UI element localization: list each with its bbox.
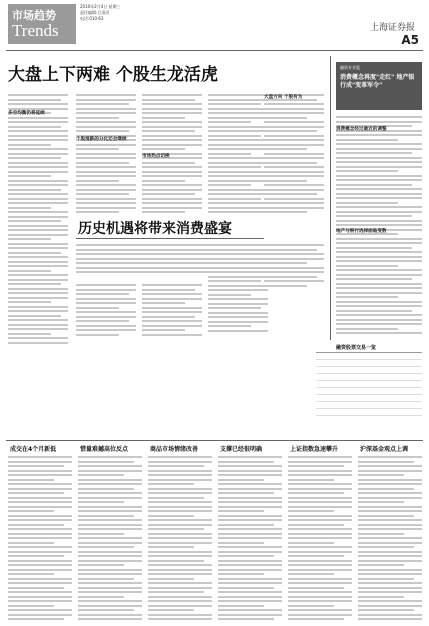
- bottom-headline-3: 商品市场情绪改善: [150, 446, 199, 453]
- section-title-en: Trends: [12, 21, 59, 40]
- table-row: [316, 402, 422, 409]
- bottom-headline-2: 惜量难撼高位反点: [80, 446, 129, 453]
- sidebar-divider: [330, 56, 331, 340]
- editor-line: 责任编辑:吕清河: [80, 10, 110, 15]
- bottom-section-rule: [6, 440, 423, 441]
- sidebar-text: [336, 116, 422, 336]
- sidebar-subhead-2: 地产与银行选择面临变数: [336, 229, 387, 234]
- column-2-text: [76, 94, 136, 214]
- main-headline: 大盘上下两难 个股生龙活虎: [8, 65, 218, 85]
- article-2-col-2: [142, 284, 202, 340]
- bottom-headline-1: 成交在4个月新低: [10, 446, 57, 453]
- sidebar-kicker: 融资专业股: [340, 65, 360, 70]
- table-row: [316, 409, 422, 416]
- bottom-column-6: [358, 456, 422, 622]
- sidebar-title-box: [336, 62, 422, 110]
- table-title: 融资股票交易一览: [336, 345, 377, 351]
- tel-line: 电话:010-63: [80, 16, 104, 21]
- section-title: 市场趋势: [12, 9, 56, 22]
- bottom-column-1: [8, 456, 72, 622]
- table-row: [316, 367, 422, 374]
- page-number: A5: [401, 33, 419, 47]
- column-3-subhead: 市场热点切换: [142, 154, 170, 159]
- data-table: [316, 352, 422, 416]
- table-row: [316, 353, 422, 360]
- sidebar-title: 消费概念再度"走红" 地产银行成"变革军令": [340, 74, 415, 89]
- article-2-col-1: [76, 284, 136, 340]
- second-headline-rule: [76, 238, 264, 239]
- table-row: [316, 374, 422, 381]
- article-2-col-3: [208, 244, 268, 340]
- table-row: [316, 388, 422, 395]
- column-2-subhead: 个股涨跌的分化还会继续: [76, 137, 127, 142]
- newspaper-name: 上海证券报: [369, 23, 415, 33]
- table-row: [316, 395, 422, 402]
- left-column-text: [8, 94, 68, 344]
- column-5-text: [264, 94, 324, 214]
- left-subhead: 多空均衡仍将延续: [8, 111, 45, 116]
- column-5-subhead: 大盘方向 个股有为: [264, 95, 303, 100]
- table-row: [316, 360, 422, 367]
- bottom-headline-6: 沪深基金观点上调: [360, 446, 409, 453]
- bottom-column-5: [288, 456, 352, 622]
- bottom-headline-4: 支撑已经很明确: [220, 446, 263, 453]
- header-meta: [80, 4, 121, 22]
- section-block: [8, 4, 76, 44]
- header-rule: [6, 50, 423, 51]
- bottom-column-4: [218, 456, 282, 622]
- date-line: 2010年2月4日 星期三: [80, 4, 121, 9]
- column-4-text: [208, 94, 268, 214]
- table-row: [316, 381, 422, 388]
- page-header: [0, 0, 429, 52]
- sidebar-subhead-1: 消费概念经过最近的调整: [336, 127, 387, 132]
- second-headline: 历史机遇将带来消费盛宴: [78, 221, 232, 237]
- bottom-column-2: [78, 456, 142, 622]
- bottom-headline-5: 上证指数急速攀升: [290, 446, 339, 453]
- bottom-column-3: [148, 456, 212, 622]
- article-2-col-4: [264, 244, 324, 288]
